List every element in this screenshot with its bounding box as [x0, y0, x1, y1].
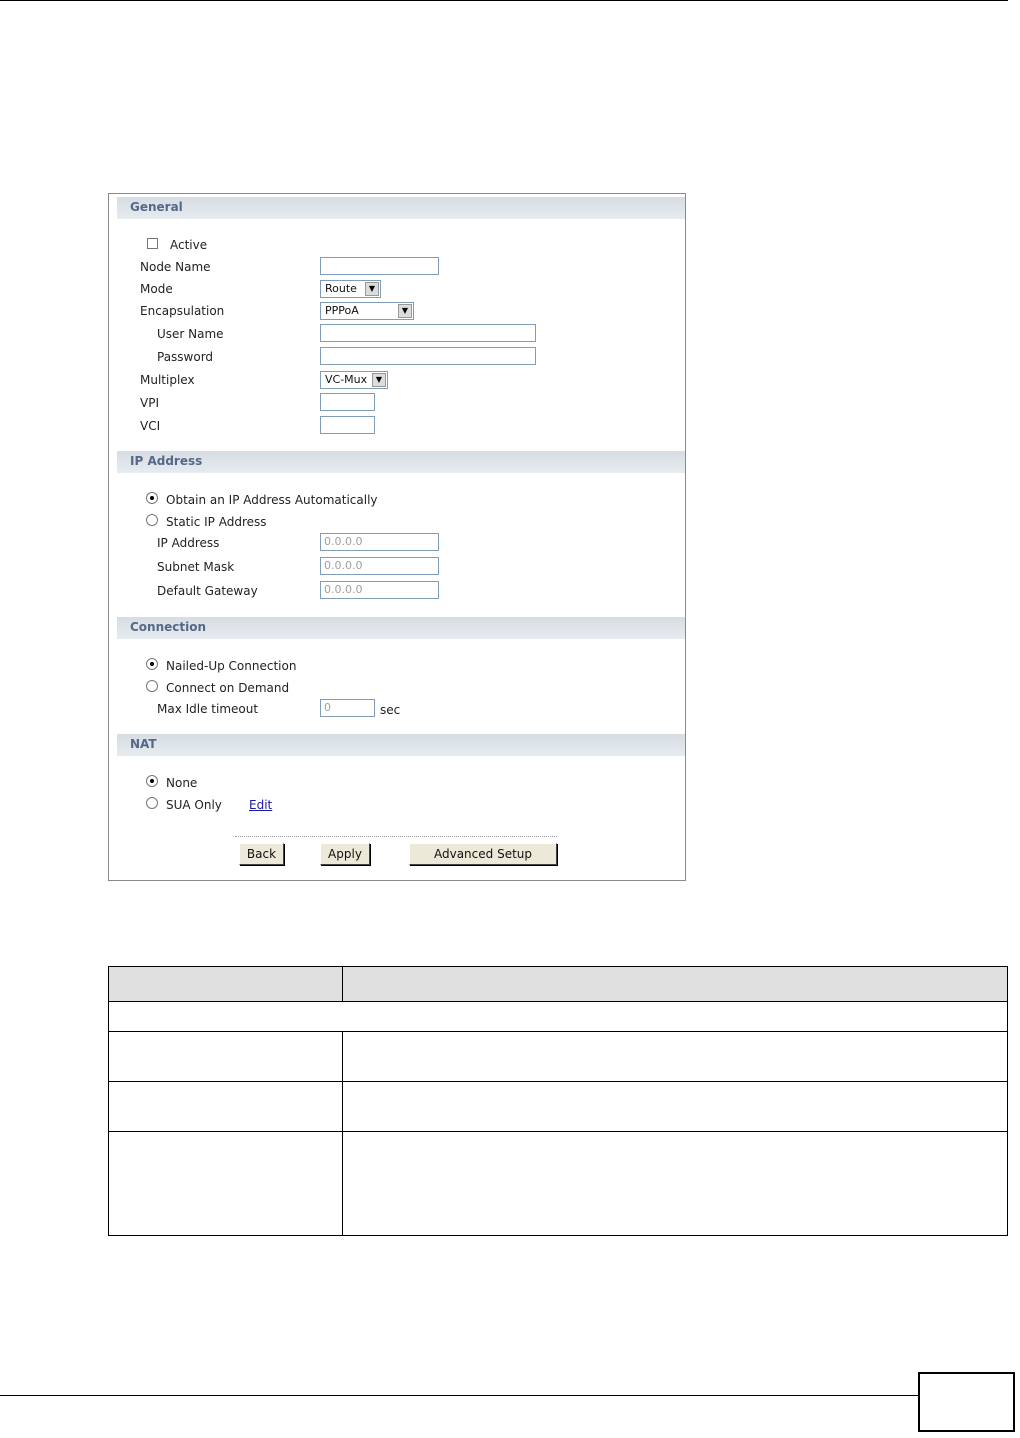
apply-button[interactable]: Apply — [320, 843, 370, 865]
static-ip-label: Static IP Address — [166, 515, 267, 529]
table-header-row — [109, 967, 1008, 1002]
chevron-down-icon: ▼ — [372, 373, 386, 387]
footer-rule — [0, 1395, 918, 1396]
edit-link[interactable]: Edit — [249, 798, 273, 812]
subnet-mask-input[interactable]: 0.0.0.0 — [320, 557, 439, 575]
back-button[interactable]: Back — [239, 843, 284, 865]
section-title: General — [130, 200, 183, 214]
sua-only-label: SUA Only — [166, 798, 222, 812]
table-row — [109, 1032, 1008, 1082]
password-label: Password — [157, 350, 214, 364]
node-name-input[interactable] — [320, 257, 439, 275]
table-cell — [343, 1032, 1008, 1082]
section-ip-address — [117, 451, 685, 473]
section-title: Connection — [130, 620, 207, 634]
nat-none-radio[interactable] — [146, 775, 158, 787]
max-idle-input[interactable]: 0 — [320, 699, 375, 717]
chevron-down-icon: ▼ — [398, 304, 412, 318]
max-idle-unit: sec — [380, 703, 401, 717]
obtain-ip-label: Obtain an IP Address Automatically — [166, 493, 378, 507]
nailed-up-radio[interactable] — [146, 658, 158, 670]
section-connection — [117, 617, 685, 639]
table-row — [109, 1002, 1008, 1032]
table-row — [109, 1132, 1008, 1236]
active-label: Active — [170, 238, 208, 252]
mode-select[interactable] — [320, 280, 381, 298]
active-checkbox[interactable] — [147, 238, 158, 249]
multiplex-select[interactable] — [320, 371, 388, 389]
default-gateway-label: Default Gateway — [157, 584, 258, 598]
sua-only-radio[interactable] — [146, 797, 158, 809]
table-cell — [343, 1082, 1008, 1132]
encapsulation-label: Encapsulation — [140, 304, 225, 318]
description-table — [108, 966, 1008, 1236]
table-header-cell — [109, 967, 343, 1002]
table-cell — [109, 1032, 343, 1082]
encapsulation-value: PPPoA — [325, 304, 359, 317]
vpi-label: VPI — [140, 396, 159, 410]
ip-address-label: IP Address — [157, 536, 220, 550]
section-title: IP Address — [130, 454, 203, 468]
static-ip-radio[interactable] — [146, 514, 158, 526]
default-gateway-input[interactable]: 0.0.0.0 — [320, 581, 439, 599]
table-cell — [109, 1082, 343, 1132]
on-demand-radio[interactable] — [146, 680, 158, 692]
wan-setup-screenshot — [108, 193, 686, 881]
table-cell — [343, 1132, 1008, 1236]
table-cell — [109, 1132, 343, 1236]
obtain-ip-radio[interactable] — [146, 492, 158, 504]
nat-none-label: None — [166, 776, 198, 790]
page-number-box — [918, 1372, 1015, 1432]
encapsulation-select[interactable] — [320, 302, 414, 320]
button-divider — [235, 836, 557, 837]
vpi-input[interactable] — [320, 393, 375, 411]
multiplex-value: VC-Mux — [325, 373, 368, 386]
on-demand-label: Connect on Demand — [166, 681, 290, 695]
section-title: NAT — [130, 737, 157, 751]
vci-label: VCI — [140, 419, 161, 433]
chevron-down-icon: ▼ — [365, 282, 379, 296]
vci-input[interactable] — [320, 416, 375, 434]
section-nat — [117, 734, 685, 756]
table-cell — [109, 1002, 1008, 1032]
table-header-cell — [343, 967, 1008, 1002]
mode-value: Route — [325, 282, 357, 295]
table-row — [109, 1082, 1008, 1132]
section-general — [117, 197, 685, 219]
user-name-input[interactable] — [320, 324, 536, 342]
user-name-label: User Name — [157, 327, 224, 341]
node-name-label: Node Name — [140, 260, 211, 274]
mode-label: Mode — [140, 282, 173, 296]
password-input[interactable] — [320, 347, 536, 365]
multiplex-label: Multiplex — [140, 373, 195, 387]
advanced-setup-button[interactable]: Advanced Setup — [409, 843, 557, 865]
nailed-up-label: Nailed-Up Connection — [166, 659, 297, 673]
header-rule — [0, 0, 1008, 1]
max-idle-label: Max Idle timeout — [157, 702, 259, 716]
ip-address-input[interactable]: 0.0.0.0 — [320, 533, 439, 551]
subnet-mask-label: Subnet Mask — [157, 560, 235, 574]
